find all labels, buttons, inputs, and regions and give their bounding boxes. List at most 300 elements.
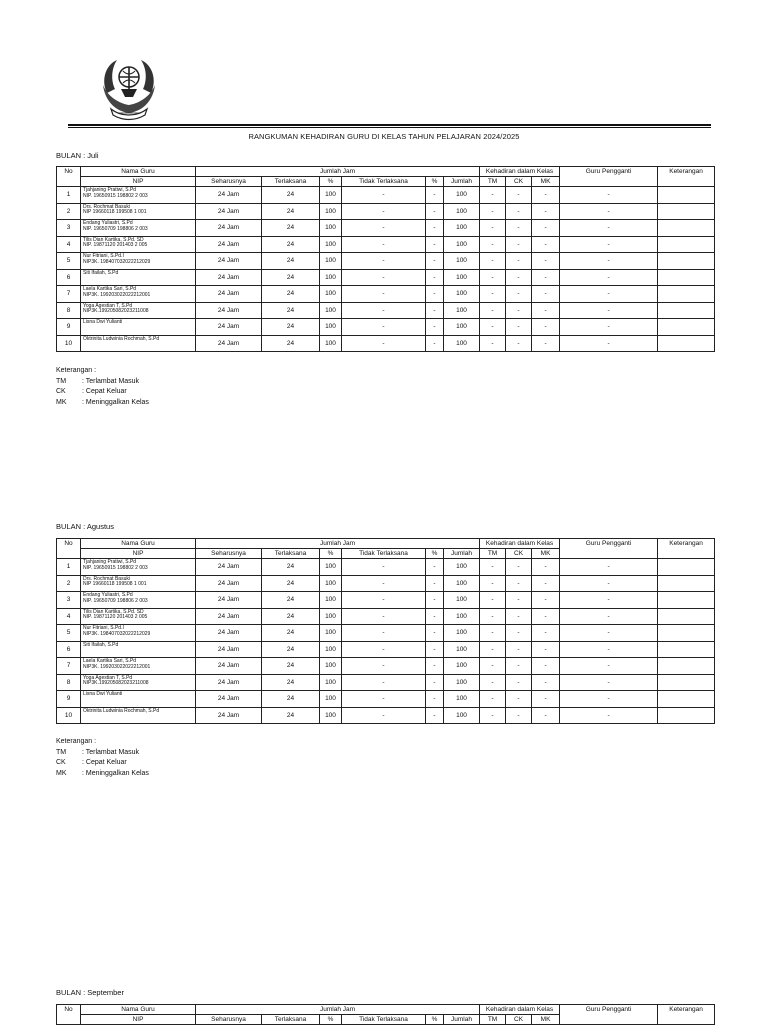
table-row bbox=[57, 559, 715, 576]
cell-ck: - bbox=[506, 575, 532, 592]
header-persen-2: % bbox=[426, 549, 444, 559]
header-keterangan: Keterangan bbox=[658, 167, 715, 187]
cell-teacher bbox=[81, 319, 196, 336]
cell-jumlah: 100 bbox=[444, 658, 480, 675]
cell-terlaksana: 24 bbox=[262, 269, 320, 286]
teacher-name: Yoga Agestian T, S.Pd bbox=[83, 302, 133, 309]
cell-tm: - bbox=[480, 658, 506, 675]
cell-seharusnya: 24 Jam bbox=[196, 625, 262, 642]
header-ck: CK bbox=[506, 177, 532, 187]
cell-terlaksana: 24 bbox=[262, 575, 320, 592]
cell-no: 9 bbox=[57, 691, 81, 708]
cell-terlaksana: 24 bbox=[262, 641, 320, 658]
table-row bbox=[57, 592, 715, 609]
cell-tidak-terlaksana: - bbox=[342, 236, 426, 253]
table-row bbox=[57, 269, 715, 286]
cell-keterangan bbox=[658, 707, 715, 724]
cell-guru-pengganti: - bbox=[560, 286, 658, 303]
cell-jumlah: 100 bbox=[444, 286, 480, 303]
cell-jumlah: 100 bbox=[444, 625, 480, 642]
header-persen: % bbox=[320, 177, 342, 187]
legend-item bbox=[56, 398, 149, 409]
cell-keterangan bbox=[658, 319, 715, 336]
teacher-name: Drs. Rochmat Basuki bbox=[83, 575, 130, 582]
legend-desc: : Cepat Keluar bbox=[82, 759, 127, 766]
cell-ck: - bbox=[506, 608, 532, 625]
legend-item bbox=[56, 387, 149, 398]
header-persen: % bbox=[320, 1015, 342, 1025]
cell-jumlah: 100 bbox=[444, 269, 480, 286]
cell-persen2: - bbox=[426, 592, 444, 609]
cell-tm: - bbox=[480, 253, 506, 270]
cell-guru-pengganti: - bbox=[560, 236, 658, 253]
teacher-name: Oktrinita Ludwinia Rochmah, S.Pd bbox=[83, 707, 160, 714]
header-tm: TM bbox=[480, 549, 506, 559]
cell-persen: 100 bbox=[320, 286, 342, 303]
legend-key: CK bbox=[56, 759, 66, 766]
table-row bbox=[57, 253, 715, 270]
teacher-name: Laela Kartika Sari, S.Pd bbox=[83, 286, 137, 292]
header-mk: MK bbox=[532, 177, 560, 187]
teacher-name: Drs. Rochmat Basuki bbox=[83, 203, 130, 210]
table-row bbox=[57, 203, 715, 220]
cell-no: 8 bbox=[57, 674, 81, 691]
cell-keterangan bbox=[658, 625, 715, 642]
cell-persen: 100 bbox=[320, 559, 342, 576]
cell-persen: 100 bbox=[320, 220, 342, 237]
month-label-juli: BULAN : Juli bbox=[56, 151, 99, 160]
table-row bbox=[57, 335, 715, 352]
cell-ck: - bbox=[506, 335, 532, 352]
cell-terlaksana: 24 bbox=[262, 608, 320, 625]
cell-ck: - bbox=[506, 236, 532, 253]
cell-no: 6 bbox=[57, 269, 81, 286]
cell-persen: 100 bbox=[320, 691, 342, 708]
cell-tidak-terlaksana: - bbox=[342, 253, 426, 270]
header-guru-pengganti: Guru Pengganti bbox=[560, 167, 658, 187]
cell-jumlah: 100 bbox=[444, 335, 480, 352]
cell-seharusnya: 24 Jam bbox=[196, 203, 262, 220]
institution-seal-logo bbox=[97, 55, 161, 121]
cell-seharusnya: 24 Jam bbox=[196, 658, 262, 675]
cell-tm: - bbox=[480, 691, 506, 708]
cell-persen2: - bbox=[426, 559, 444, 576]
cell-persen: 100 bbox=[320, 625, 342, 642]
cell-persen2: - bbox=[426, 236, 444, 253]
cell-no: 5 bbox=[57, 253, 81, 270]
cell-jumlah: 100 bbox=[444, 220, 480, 237]
cell-ck: - bbox=[506, 220, 532, 237]
cell-no: 4 bbox=[57, 236, 81, 253]
header-ck: CK bbox=[506, 549, 532, 559]
cell-mk: - bbox=[532, 286, 560, 303]
header-no: No bbox=[57, 167, 81, 187]
cell-mk: - bbox=[532, 575, 560, 592]
cell-persen2: - bbox=[426, 707, 444, 724]
cell-keterangan bbox=[658, 302, 715, 319]
cell-no: 1 bbox=[57, 559, 81, 576]
cell-jumlah: 100 bbox=[444, 608, 480, 625]
cell-keterangan bbox=[658, 575, 715, 592]
cell-keterangan bbox=[658, 335, 715, 352]
cell-teacher bbox=[81, 575, 196, 592]
cell-guru-pengganti: - bbox=[560, 641, 658, 658]
cell-tm: - bbox=[480, 559, 506, 576]
cell-persen2: - bbox=[426, 691, 444, 708]
cell-persen2: - bbox=[426, 575, 444, 592]
cell-teacher bbox=[81, 707, 196, 724]
header-tm: TM bbox=[480, 1015, 506, 1025]
cell-mk: - bbox=[532, 707, 560, 724]
teacher-nip: NIP3K.199205082023211008 bbox=[83, 308, 149, 314]
cell-ck: - bbox=[506, 641, 532, 658]
cell-guru-pengganti: - bbox=[560, 187, 658, 204]
header-keterangan: Keterangan bbox=[658, 1005, 715, 1025]
cell-guru-pengganti: - bbox=[560, 674, 658, 691]
cell-seharusnya: 24 Jam bbox=[196, 253, 262, 270]
cell-tidak-terlaksana: - bbox=[342, 691, 426, 708]
cell-persen2: - bbox=[426, 625, 444, 642]
cell-tm: - bbox=[480, 302, 506, 319]
cell-guru-pengganti: - bbox=[560, 253, 658, 270]
cell-seharusnya: 24 Jam bbox=[196, 608, 262, 625]
cell-keterangan bbox=[658, 592, 715, 609]
teacher-nip: NIP3K.199205082023211008 bbox=[83, 680, 149, 686]
cell-no: 1 bbox=[57, 187, 81, 204]
cell-tidak-terlaksana: - bbox=[342, 286, 426, 303]
teacher-name: Yoga Agestian T, S.Pd bbox=[83, 674, 133, 681]
cell-persen2: - bbox=[426, 641, 444, 658]
header-jumlah-jam: Jumlah Jam bbox=[196, 167, 480, 177]
cell-persen2: - bbox=[426, 302, 444, 319]
cell-guru-pengganti: - bbox=[560, 707, 658, 724]
header-tm: TM bbox=[480, 177, 506, 187]
cell-terlaksana: 24 bbox=[262, 625, 320, 642]
cell-no: 9 bbox=[57, 319, 81, 336]
cell-mk: - bbox=[532, 559, 560, 576]
cell-ck: - bbox=[506, 203, 532, 220]
cell-seharusnya: 24 Jam bbox=[196, 319, 262, 336]
cell-mk: - bbox=[532, 187, 560, 204]
header-persen: % bbox=[320, 549, 342, 559]
cell-guru-pengganti: - bbox=[560, 220, 658, 237]
cell-teacher bbox=[81, 691, 196, 708]
cell-no: 8 bbox=[57, 302, 81, 319]
cell-tm: - bbox=[480, 608, 506, 625]
cell-mk: - bbox=[532, 236, 560, 253]
cell-seharusnya: 24 Jam bbox=[196, 559, 262, 576]
cell-persen: 100 bbox=[320, 302, 342, 319]
cell-teacher bbox=[81, 253, 196, 270]
cell-terlaksana: 24 bbox=[262, 658, 320, 675]
cell-tidak-terlaksana: - bbox=[342, 269, 426, 286]
cell-mk: - bbox=[532, 592, 560, 609]
teacher-name: Tilis Dian Kartika, S.Pd. SD bbox=[83, 608, 144, 615]
cell-persen2: - bbox=[426, 187, 444, 204]
cell-teacher bbox=[81, 269, 196, 286]
cell-jumlah: 100 bbox=[444, 319, 480, 336]
cell-persen: 100 bbox=[320, 187, 342, 204]
cell-mk: - bbox=[532, 302, 560, 319]
cell-persen: 100 bbox=[320, 707, 342, 724]
cell-teacher bbox=[81, 674, 196, 691]
cell-mk: - bbox=[532, 269, 560, 286]
teacher-name: Nur Fitriani, S.Pd.I bbox=[83, 625, 124, 631]
cell-mk: - bbox=[532, 335, 560, 352]
cell-seharusnya: 24 Jam bbox=[196, 707, 262, 724]
cell-seharusnya: 24 Jam bbox=[196, 236, 262, 253]
legend-item bbox=[56, 748, 149, 759]
header-jumlah: Jumlah bbox=[444, 549, 480, 559]
cell-tm: - bbox=[480, 269, 506, 286]
legend-desc: : Terlambat Masuk bbox=[82, 748, 140, 756]
cell-tidak-terlaksana: - bbox=[342, 575, 426, 592]
cell-mk: - bbox=[532, 691, 560, 708]
cell-teacher bbox=[81, 592, 196, 609]
document-title: RANGKUMAN KEHADIRAN GURU DI KELAS TAHUN PELAJARAN 2024/2025 bbox=[248, 132, 520, 141]
cell-tm: - bbox=[480, 286, 506, 303]
cell-teacher bbox=[81, 625, 196, 642]
cell-terlaksana: 24 bbox=[262, 187, 320, 204]
legend-key: TM bbox=[56, 748, 67, 756]
teacher-name: Tilis Dian Kartika, S.Pd. SD bbox=[83, 236, 144, 243]
cell-tm: - bbox=[480, 220, 506, 237]
cell-ck: - bbox=[506, 658, 532, 675]
header-nip: NIP bbox=[81, 1015, 196, 1025]
cell-persen2: - bbox=[426, 319, 444, 336]
table-row bbox=[57, 658, 715, 675]
table-row bbox=[57, 302, 715, 319]
cell-mk: - bbox=[532, 658, 560, 675]
cell-terlaksana: 24 bbox=[262, 286, 320, 303]
cell-ck: - bbox=[506, 592, 532, 609]
teacher-name: Laela Kartika Sari, S.Pd bbox=[83, 658, 137, 664]
cell-persen2: - bbox=[426, 253, 444, 270]
teacher-nip: NIP. 19871120 201403 2 005 bbox=[83, 242, 148, 248]
cell-mk: - bbox=[532, 641, 560, 658]
attendance-table-juli bbox=[56, 166, 715, 352]
cell-guru-pengganti: - bbox=[560, 608, 658, 625]
cell-terlaksana: 24 bbox=[262, 236, 320, 253]
header-nama-guru: Nama Guru bbox=[81, 539, 196, 549]
teacher-nip: NIP3K. 199203022022212001 bbox=[83, 663, 151, 670]
teacher-name: Siti Ifailah, S.Pd bbox=[83, 641, 119, 648]
cell-no: 3 bbox=[57, 592, 81, 609]
cell-jumlah: 100 bbox=[444, 592, 480, 609]
cell-terlaksana: 24 bbox=[262, 203, 320, 220]
cell-seharusnya: 24 Jam bbox=[196, 187, 262, 204]
cell-keterangan bbox=[658, 691, 715, 708]
cell-terlaksana: 24 bbox=[262, 253, 320, 270]
cell-persen2: - bbox=[426, 674, 444, 691]
header-kehadiran: Kehadiran dalam Kelas bbox=[480, 1005, 560, 1015]
cell-mk: - bbox=[532, 674, 560, 691]
cell-keterangan bbox=[658, 203, 715, 220]
cell-tidak-terlaksana: - bbox=[342, 559, 426, 576]
cell-teacher bbox=[81, 641, 196, 658]
cell-terlaksana: 24 bbox=[262, 691, 320, 708]
cell-ck: - bbox=[506, 674, 532, 691]
cell-tm: - bbox=[480, 641, 506, 658]
cell-jumlah: 100 bbox=[444, 559, 480, 576]
cell-tm: - bbox=[480, 319, 506, 336]
table-row bbox=[57, 707, 715, 724]
table-row bbox=[57, 608, 715, 625]
cell-teacher bbox=[81, 658, 196, 675]
teacher-name: Nur Fitriani, S.Pd.I bbox=[83, 253, 124, 259]
cell-keterangan bbox=[658, 674, 715, 691]
cell-seharusnya: 24 Jam bbox=[196, 592, 262, 609]
cell-no: 2 bbox=[57, 203, 81, 220]
legend-key: MK bbox=[56, 769, 67, 777]
header-seharusnya: Seharusnya bbox=[196, 177, 262, 187]
cell-guru-pengganti: - bbox=[560, 658, 658, 675]
cell-guru-pengganti: - bbox=[560, 559, 658, 576]
cell-guru-pengganti: - bbox=[560, 691, 658, 708]
table-row bbox=[57, 220, 715, 237]
legend-item bbox=[56, 769, 149, 780]
cell-tidak-terlaksana: - bbox=[342, 707, 426, 724]
cell-ck: - bbox=[506, 691, 532, 708]
header-tidak-terlaksana: Tidak Terlaksana bbox=[342, 177, 426, 187]
attendance-table-september bbox=[56, 1004, 715, 1025]
table-row bbox=[57, 286, 715, 303]
cell-keterangan bbox=[658, 269, 715, 286]
cell-terlaksana: 24 bbox=[262, 220, 320, 237]
header-persen-2: % bbox=[426, 1015, 444, 1025]
header-nama-guru: Nama Guru bbox=[81, 167, 196, 177]
cell-guru-pengganti: - bbox=[560, 625, 658, 642]
teacher-nip: NIP 19660118 199508 1 001 bbox=[83, 581, 147, 587]
cell-teacher bbox=[81, 335, 196, 352]
cell-persen: 100 bbox=[320, 236, 342, 253]
teacher-nip: NIP. 19871120 201403 2 005 bbox=[83, 614, 148, 620]
cell-tidak-terlaksana: - bbox=[342, 592, 426, 609]
teacher-name: Oktrinita Ludwinia Rochmah, S.Pd bbox=[83, 335, 160, 342]
header-jumlah: Jumlah bbox=[444, 177, 480, 187]
table-row bbox=[57, 641, 715, 658]
cell-seharusnya: 24 Jam bbox=[196, 220, 262, 237]
month-label-september: BULAN : September bbox=[56, 988, 124, 997]
cell-tidak-terlaksana: - bbox=[342, 220, 426, 237]
legend-key: MK bbox=[56, 398, 67, 406]
cell-jumlah: 100 bbox=[444, 575, 480, 592]
cell-persen: 100 bbox=[320, 658, 342, 675]
cell-persen2: - bbox=[426, 203, 444, 220]
header-nip: NIP bbox=[81, 549, 196, 559]
header-ck: CK bbox=[506, 1015, 532, 1025]
cell-terlaksana: 24 bbox=[262, 559, 320, 576]
cell-tidak-terlaksana: - bbox=[342, 674, 426, 691]
header-jumlah-jam: Jumlah Jam bbox=[196, 1005, 480, 1015]
cell-ck: - bbox=[506, 187, 532, 204]
cell-guru-pengganti: - bbox=[560, 575, 658, 592]
cell-persen2: - bbox=[426, 335, 444, 352]
cell-ck: - bbox=[506, 302, 532, 319]
header-tidak-terlaksana: Tidak Terlaksana bbox=[342, 549, 426, 559]
cell-guru-pengganti: - bbox=[560, 592, 658, 609]
cell-tm: - bbox=[480, 707, 506, 724]
cell-tidak-terlaksana: - bbox=[342, 187, 426, 204]
cell-persen: 100 bbox=[320, 335, 342, 352]
header-persen-2: % bbox=[426, 177, 444, 187]
cell-no: 3 bbox=[57, 220, 81, 237]
teacher-nip: NIP. 19650915 198802 2 003 bbox=[83, 192, 148, 199]
cell-no: 10 bbox=[57, 707, 81, 724]
legend-desc: : Meninggalkan Kelas bbox=[82, 398, 149, 406]
legend-key: TM bbox=[56, 377, 67, 385]
cell-keterangan bbox=[658, 187, 715, 204]
cell-teacher bbox=[81, 220, 196, 237]
table-row bbox=[57, 674, 715, 691]
cell-jumlah: 100 bbox=[444, 253, 480, 270]
cell-teacher bbox=[81, 236, 196, 253]
teacher-nip: NIP. 19650709 198806 2 003 bbox=[83, 225, 148, 232]
cell-ck: - bbox=[506, 286, 532, 303]
cell-persen2: - bbox=[426, 220, 444, 237]
cell-tidak-terlaksana: - bbox=[342, 658, 426, 675]
legend-item bbox=[56, 758, 149, 769]
cell-mk: - bbox=[532, 608, 560, 625]
cell-mk: - bbox=[532, 220, 560, 237]
legend-title: Keterangan : bbox=[56, 738, 97, 745]
cell-tidak-terlaksana: - bbox=[342, 319, 426, 336]
teacher-nip: NIP3K. 198407032022212029 bbox=[83, 258, 151, 265]
cell-jumlah: 100 bbox=[444, 236, 480, 253]
cell-persen: 100 bbox=[320, 575, 342, 592]
cell-mk: - bbox=[532, 203, 560, 220]
cell-ck: - bbox=[506, 253, 532, 270]
cell-jumlah: 100 bbox=[444, 187, 480, 204]
cell-persen: 100 bbox=[320, 269, 342, 286]
header-terlaksana: Terlaksana bbox=[262, 549, 320, 559]
cell-jumlah: 100 bbox=[444, 707, 480, 724]
cell-tm: - bbox=[480, 187, 506, 204]
teacher-name: Siti Ifailah, S.Pd bbox=[83, 269, 119, 276]
cell-ck: - bbox=[506, 707, 532, 724]
cell-tm: - bbox=[480, 575, 506, 592]
legend-desc: : Cepat Keluar bbox=[82, 388, 127, 395]
table-row bbox=[57, 236, 715, 253]
cell-jumlah: 100 bbox=[444, 302, 480, 319]
legend-title: Keterangan : bbox=[56, 367, 97, 374]
cell-seharusnya: 24 Jam bbox=[196, 286, 262, 303]
header-kehadiran: Kehadiran dalam Kelas bbox=[480, 539, 560, 549]
cell-tm: - bbox=[480, 625, 506, 642]
cell-seharusnya: 24 Jam bbox=[196, 269, 262, 286]
cell-tm: - bbox=[480, 203, 506, 220]
legend-key: CK bbox=[56, 388, 66, 395]
cell-seharusnya: 24 Jam bbox=[196, 335, 262, 352]
cell-tidak-terlaksana: - bbox=[342, 641, 426, 658]
teacher-name: Tjahjaning Pratiwi, S.Pd bbox=[83, 187, 137, 193]
table-row bbox=[57, 319, 715, 336]
header-rule-thick bbox=[68, 124, 711, 126]
cell-no: 7 bbox=[57, 658, 81, 675]
teacher-name: Lisna Dwi Yulianti bbox=[83, 691, 123, 697]
cell-ck: - bbox=[506, 269, 532, 286]
cell-persen: 100 bbox=[320, 641, 342, 658]
legend-desc: : Meninggalkan Kelas bbox=[82, 769, 149, 777]
header-nama-guru: Nama Guru bbox=[81, 1005, 196, 1015]
header-guru-pengganti: Guru Pengganti bbox=[560, 1005, 658, 1025]
cell-terlaksana: 24 bbox=[262, 592, 320, 609]
header-jumlah-jam: Jumlah Jam bbox=[196, 539, 480, 549]
cell-tidak-terlaksana: - bbox=[342, 608, 426, 625]
legend-agustus bbox=[56, 737, 149, 779]
table-row bbox=[57, 187, 715, 204]
cell-tm: - bbox=[480, 592, 506, 609]
